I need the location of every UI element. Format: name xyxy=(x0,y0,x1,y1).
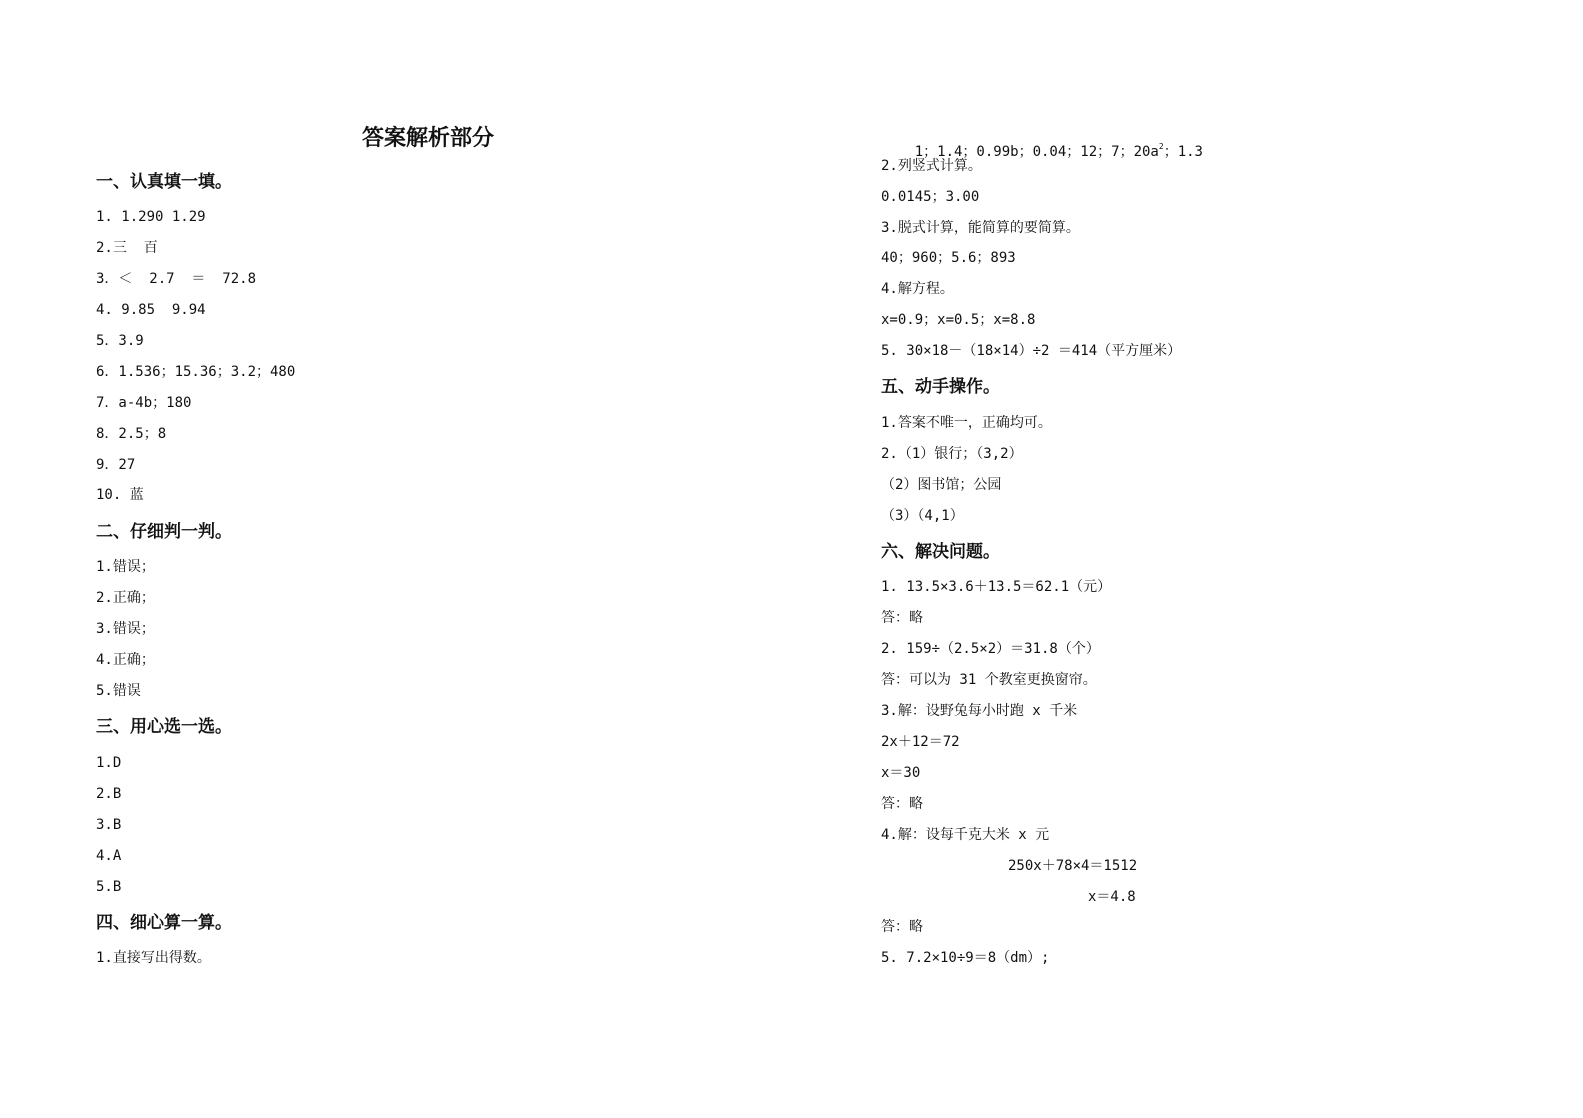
calc-line1-tail: ；1.3 xyxy=(1163,144,1203,160)
answer-line: 1.答案不唯一，正确均可。 xyxy=(881,415,1052,431)
answer-line: 6．1.536；15.36；3.2；480 xyxy=(96,364,296,380)
answer-line: 2.列竖式计算。 xyxy=(881,158,982,174)
answer-line: 1. 1.290 1.29 xyxy=(96,209,206,225)
superscript: 2 xyxy=(1158,142,1164,151)
answer-line: 5．3.9 xyxy=(96,333,144,349)
answer-line: 答：略 xyxy=(881,919,923,935)
answer-line: 7．a-4b；180 xyxy=(96,395,192,411)
answer-line: 2.正确； xyxy=(96,590,155,606)
section-heading-operate: 五、动手操作。 xyxy=(881,377,1000,397)
section-heading-choose: 三、用心选一选。 xyxy=(96,717,232,737)
answer-line: 答：可以为 31 个教室更换窗帘。 xyxy=(881,672,1097,688)
answer-line: 2x＋12＝72 xyxy=(881,734,960,750)
answer-line: 1.D xyxy=(96,755,122,771)
doc-title: 答案解析部分 xyxy=(362,126,495,151)
answer-line: 3.脱式计算，能简算的要简算。 xyxy=(881,220,1080,236)
answer-line: 2. 159÷（2.5×2）＝31.8（个） xyxy=(881,641,1100,657)
answer-line: x=0.9；x=0.5；x=8.8 xyxy=(881,312,1036,328)
answer-line: 4.解：设每千克大米 x 元 xyxy=(881,827,1050,843)
answer-line: 答：略 xyxy=(881,796,923,812)
answer-line: 4.A xyxy=(96,848,122,864)
answer-line: （2）图书馆；公园 xyxy=(881,477,1002,493)
answer-line: 4.正确； xyxy=(96,652,155,668)
answer-line: 250x＋78×4＝1512 xyxy=(1008,858,1138,874)
section-heading-calc: 四、细心算一算。 xyxy=(96,913,232,933)
answer-line: 4. 9.85 9.94 xyxy=(96,302,206,318)
answer-line: 5.B xyxy=(96,879,122,895)
answer-line: x＝4.8 xyxy=(1088,889,1136,905)
answer-line: 2.B xyxy=(96,786,122,802)
answer-line: 3.B xyxy=(96,817,122,833)
answer-line: 0.0145；3.00 xyxy=(881,189,980,205)
answer-line: 1. 13.5×3.6＋13.5＝62.1（元） xyxy=(881,579,1112,595)
answer-line: 9．27 xyxy=(96,457,136,473)
answer-line: 5. 7.2×10÷9＝8（dm）; xyxy=(881,950,1050,966)
section-heading-fill: 一、认真填一填。 xyxy=(96,172,232,192)
calc-line1-main: 1；1.4；0.99b；0.04；12；7；20a xyxy=(914,144,1159,160)
answer-line: 2.（1）银行；（3,2） xyxy=(881,446,1023,462)
answer-line: 1.直接写出得数。 xyxy=(96,950,211,966)
answer-line: 3.错误； xyxy=(96,621,155,637)
answer-line: 4.解方程。 xyxy=(881,281,954,297)
answer-line: 5.错误 xyxy=(96,683,141,699)
answer-line: （3）（4,1） xyxy=(881,508,964,524)
answer-line: 3．＜ 2.7 ＝ 72.8 xyxy=(96,271,257,287)
answer-line: 1.错误； xyxy=(96,559,155,575)
answer-line: x＝30 xyxy=(881,765,921,781)
section-heading-judge: 二、仔细判一判。 xyxy=(96,522,232,542)
section-heading-solve: 六、解决问题。 xyxy=(881,542,1000,562)
answer-line: 5. 30×18－（18×14）÷2 ＝414（平方厘米） xyxy=(881,343,1182,359)
answer-line: 2.三 百 xyxy=(96,240,158,256)
answer-line: 答：略 xyxy=(881,610,923,626)
answer-line: 10. 蓝 xyxy=(96,487,144,503)
answer-line: 40；960；5.6；893 xyxy=(881,250,1016,266)
answer-line: 3.解：设野兔每小时跑 x 千米 xyxy=(881,703,1078,719)
answer-line: 8．2.5；8 xyxy=(96,426,167,442)
